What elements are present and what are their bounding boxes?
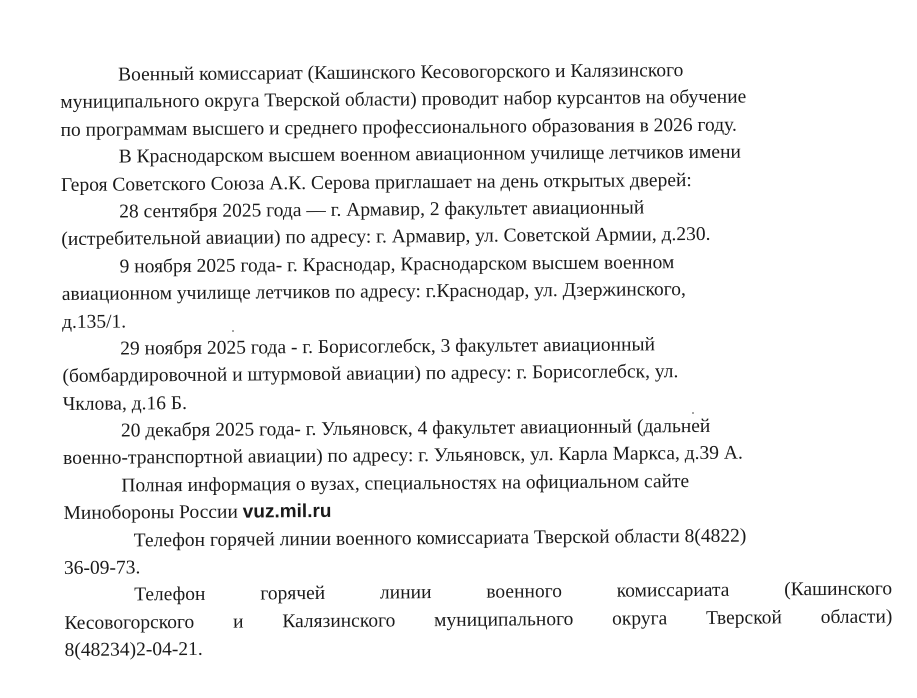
p9-w5: комиссариата xyxy=(616,580,730,603)
p9-l2-w5: округа xyxy=(612,608,668,630)
p9-w1: Телефон xyxy=(134,584,206,606)
scan-speck xyxy=(692,412,694,414)
p7-line2-prefix: Минобороны России xyxy=(63,501,243,525)
p4-line1: 9 ноября 2025 года- г. Краснодар, Краснодарском высшем военном xyxy=(119,251,675,278)
p3-line1: 28 сентября 2025 года — г. Армавир, 2 факультет авиационный xyxy=(119,197,645,223)
p2-line2: Героя Советского Союза А.К. Серова приглашает на день открытых дверей: xyxy=(60,169,692,196)
p5-line2: (бомбардировочной и штурмовой авиации) по адресу: г. Борисоглебск, ул. xyxy=(62,361,679,388)
p8-line2: 36-09-73. xyxy=(63,557,141,580)
p4-line3: д.135/1. xyxy=(61,311,127,333)
p5-line3: Чклова, д.16 Б. xyxy=(62,392,188,415)
p6-line2: военно-транспортной авиации) по адресу: г. Ульяновск, ул. Карла Маркса, д.39 А. xyxy=(63,443,743,470)
p4-line2: авиационном училище летчиков по адресу: г.Краснодар, ул. Дзержинского, xyxy=(61,279,686,306)
p9-l2-w1: Кесовогорского xyxy=(64,611,195,634)
p9-l2-w7: области) xyxy=(820,606,893,628)
p1-line3: по программам высшего и среднего профессионального образования в 2026 году. xyxy=(60,114,737,141)
document-text xyxy=(60,55,895,664)
p7-line1: Полная информация о вузах, специальностях на официальном сайте xyxy=(121,470,690,497)
p9-w4: военного xyxy=(486,581,563,604)
p9-w2: горячей xyxy=(260,583,326,605)
p9-line3: 8(48234)2-04-21. xyxy=(64,639,203,662)
scan-speck xyxy=(232,330,234,332)
p3-line2: (истребительной авиации) по адресу: г. Армавир, ул. Советской Армии, д.230. xyxy=(61,224,711,251)
website-link[interactable]: vuz.mil.ru xyxy=(242,501,332,523)
p9-l2-w4: муниципального xyxy=(434,608,574,631)
p9-w6: (Кашинского xyxy=(784,578,893,601)
p9-l2-w3: Калязинского xyxy=(282,610,396,633)
p9-w3: линии xyxy=(379,582,432,604)
p1-line1: Военный комиссариат (Кашинского Кесовогорского и Калязинского xyxy=(118,60,684,86)
p9-l2-w6: Тверской xyxy=(705,607,782,629)
p8-line1: Телефон горячей линии военного комиссариата Тверской области 8(4822) xyxy=(133,525,747,552)
p1-line2: муниципального округа Тверской области) проводит набор курсантов на обучение xyxy=(60,87,747,114)
p6-line1: 20 декабря 2025 года- г. Ульяновск, 4 факультет авиационный (дальней xyxy=(120,415,711,442)
p9-l2-w2: и xyxy=(232,611,244,633)
p5-line1: 29 ноября 2025 года - г. Борисоглебск, 3 факультет авиационный xyxy=(120,334,656,360)
p2-line1: В Краснодарском высшем военном авиационном училище летчиков имени xyxy=(118,141,741,168)
